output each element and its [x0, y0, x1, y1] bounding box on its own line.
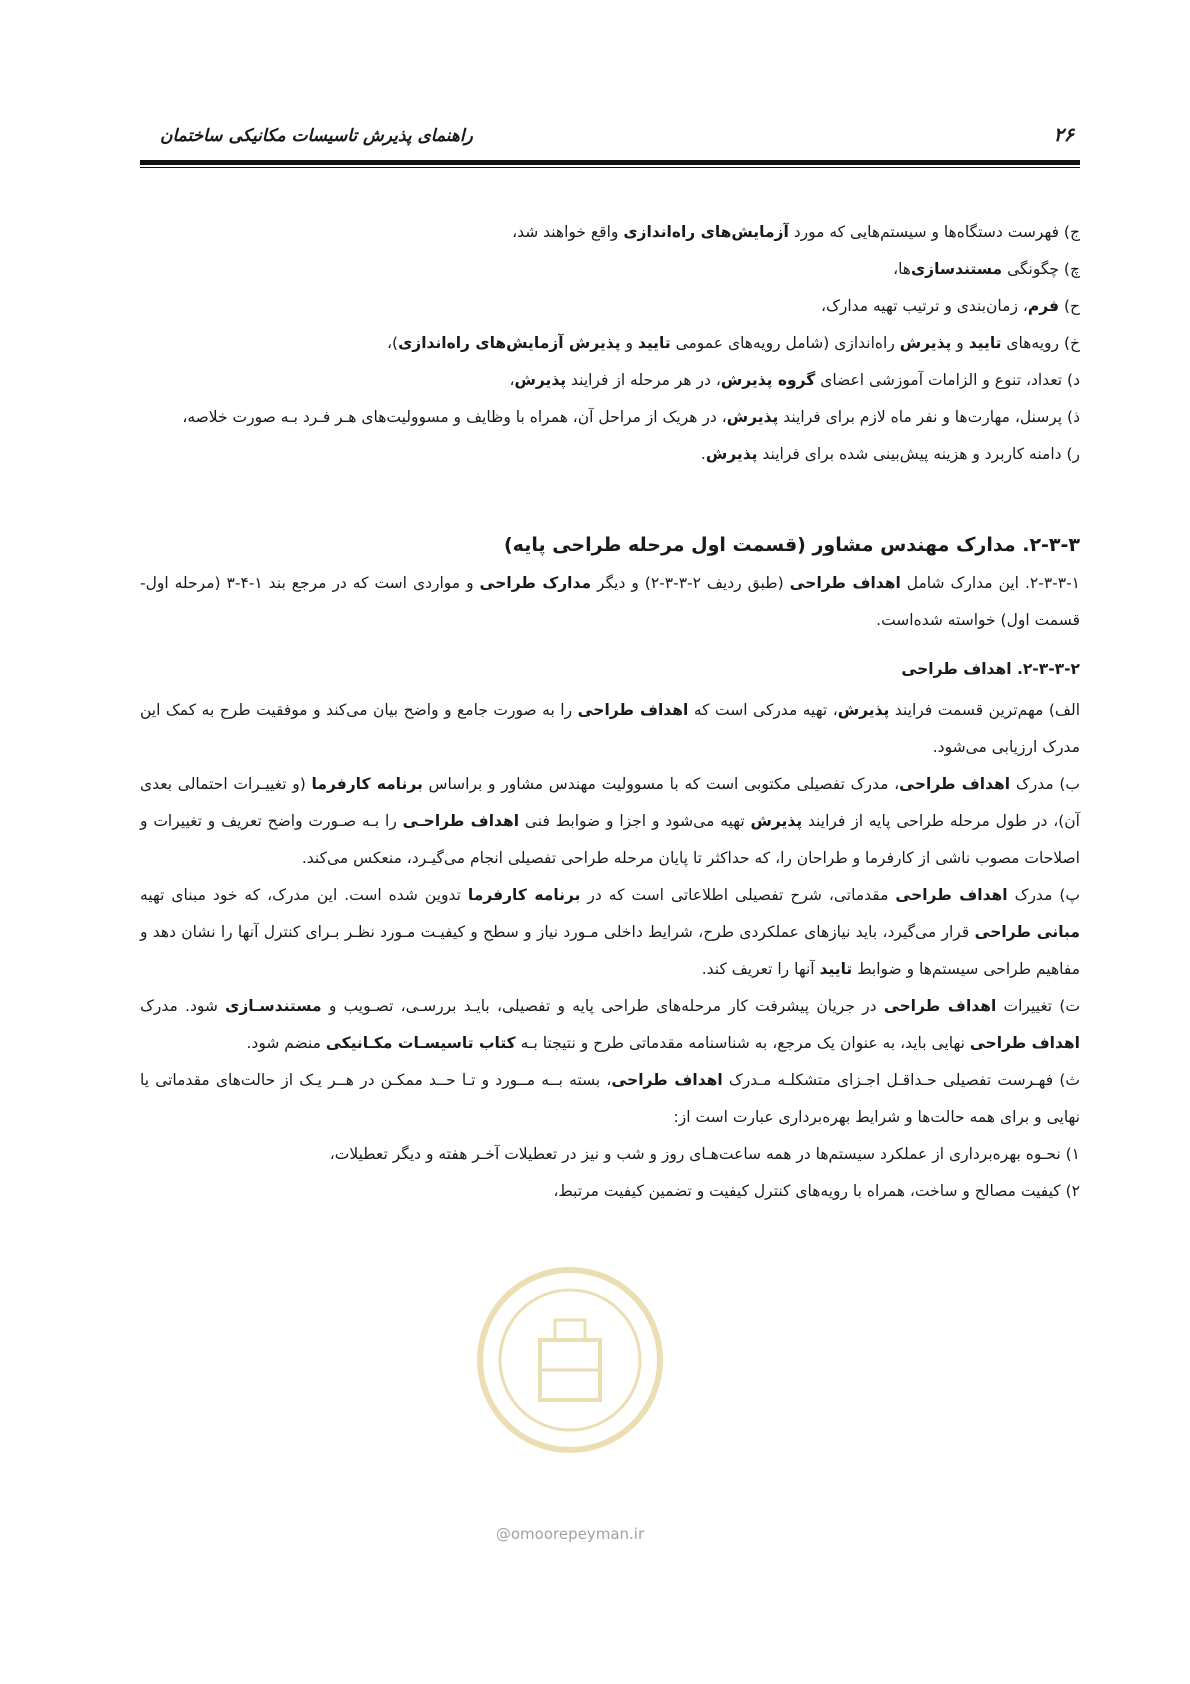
bold-term: اهداف طراحی: [895, 886, 1008, 904]
bold-term: پذیرش: [837, 701, 890, 719]
header-rule-thick: [140, 160, 1080, 165]
list-item: [140, 214, 1080, 251]
text-run: د) تعداد، تنوع و الزامات آموزشی اعضای: [815, 371, 1080, 389]
text-run: ، در هر مرحله از فرایند: [566, 371, 721, 389]
bold-term: مستندسـازی: [225, 997, 322, 1015]
subsection-heading: ۲-۳-۳-۲. اهداف طراحی: [901, 660, 1080, 678]
paragraph: [140, 1136, 1080, 1173]
bold-term: اهداف طراحی: [789, 574, 901, 592]
text-run: ۲) کیفیت مصالح و ساخت، همراه با رویه‌های کنترل کیفیت و تضمین کیفیت مرتبط،: [553, 1182, 1080, 1200]
bold-term: پذیرش: [750, 812, 803, 830]
text-run: واقع خواهند شد،: [512, 223, 624, 241]
header-rule-thin: [140, 167, 1080, 168]
text-run: شود. مدرک: [140, 997, 226, 1015]
bold-term: پذیرش آزمایش‌های راه‌اندازی: [398, 334, 621, 352]
text-run: و: [951, 334, 969, 352]
text-run: ت) تغییرات: [996, 997, 1081, 1015]
text-run: ج) فهرست دستگاه‌ها و سیستم‌هایی که مورد: [788, 223, 1080, 241]
bold-term: اهداف طراحی: [577, 701, 689, 719]
paragraph: [140, 877, 1080, 988]
text-run: در جریان پیشرفت کار مرحله‌های طراحی پایه و تفصیلی، بایـد بررسـی، تصـویب و: [321, 997, 884, 1015]
paragraph: [140, 692, 1080, 766]
text-run: تدوین شده است. این مدرک، که خود مبنای تهیه: [140, 886, 468, 904]
paragraph: [140, 988, 1080, 1062]
text-run: چ) چگونگی: [1002, 260, 1080, 278]
text-run: و: [620, 334, 638, 352]
text-run: ح): [1059, 297, 1080, 315]
text-run: ‌ها،: [893, 260, 911, 278]
text-run: (و تغییـرات احتمالی بعدی آن)، در طول مرحله طراحی پایه از فرایند: [140, 775, 1080, 830]
text-run: ، مدرک تفصیلی مکتوبی است که با مسوولیت مهندس مشاور و براساس: [422, 775, 900, 793]
text-run: را بـه صـورت واضح تعریف و تغییرات و اصلاحات مصوب ناشی از کارفرما و طراحان را، که حداکثر تا پایان مرحله طراحی تفصیلی انجام می‌گیـرد، منعکس می‌کند.: [140, 812, 1080, 867]
bold-term: مدارک طراحی: [479, 574, 592, 592]
text-run: ، زمان‌بندی و ترتیب تهیه مدارک،: [820, 297, 1028, 315]
section-heading: ۲-۳-۳. مدارک مهندس مشاور (قسمت اول مرحله طراحی پایه): [503, 534, 1080, 556]
bold-term: پذیرش: [705, 445, 758, 463]
design-goals-paragraphs: [140, 692, 1080, 1210]
text-run: ث) فهـرست تفصیلی حـداقـل اجـزای متشکلـه مـدرک: [722, 1071, 1081, 1089]
text-run: ذ) پرسنل، مهارت‌ها و نفر ماه لازم برای فرایند: [778, 408, 1080, 426]
bold-term: اهداف طراحی: [899, 775, 1011, 793]
requirements-list: [140, 214, 1080, 473]
text-run: آنها را تعریف کند.: [701, 960, 820, 978]
bold-term: پذیرش: [899, 334, 952, 352]
list-item: [140, 251, 1080, 288]
bold-term: اهداف طراحی: [969, 1034, 1080, 1052]
list-item: [140, 325, 1080, 362]
bold-term: برنامه کارفرما: [467, 886, 581, 904]
bold-term: اهداف طراحـی: [402, 812, 520, 830]
running-title: راهنمای پذیرش تاسیسات مکانیکی ساختمان: [160, 126, 473, 146]
text-run: (طبق ردیف ۲-۳-۳-۲) و دیگر: [591, 574, 790, 592]
bold-term: پذیرش: [514, 371, 567, 389]
watermark-logo: [470, 1250, 670, 1490]
text-run: ، تهیه مدرکی است که: [688, 701, 838, 719]
bold-term: گروه پذیرش: [720, 371, 816, 389]
text-run: ،: [509, 371, 515, 389]
bold-term: مبانی طراحی: [974, 923, 1080, 941]
text-run: ۱) نحـوه بهره‌برداری از عملکرد سیستم‌ها در همه ساعت‌هـای روز و شب و نیز در تعطیلات آخـر هفته و دیگر تعطیلات،: [329, 1145, 1080, 1163]
text-run: را به صورت جامع و واضح بیان می‌کند و موفقیت طرح به کمک این مدرک ارزیابی می‌شود.: [140, 701, 1080, 756]
paragraph: [140, 1173, 1080, 1210]
watermark-site: @omoorepeyman.ir: [495, 1525, 645, 1543]
page-number: ۲۶: [1053, 124, 1074, 146]
text-run: ، بسته بــه مــورد و تـا حــد ممکـن در هــر یـک از حالت‌های مقدماتی یا نهایی و برای همه حالت‌ها و شرایط بهره‌برداری عبارت است از:: [140, 1071, 1080, 1126]
text-run: .: [700, 445, 706, 463]
bold-term: تایید: [968, 334, 1002, 352]
text-run: ۲-۳-۳-۱. این مدارک شامل: [900, 574, 1080, 592]
bold-term: مستندسازی: [910, 260, 1003, 278]
list-item: [140, 288, 1080, 325]
text-run: نهایی باید، به عنوان یک مرجع، به شناسنامه مقدماتی طرح و نتیجتا بـه: [515, 1034, 970, 1052]
text-run: منضم شود.: [246, 1034, 326, 1052]
text-run: راه‌اندازی (شامل رویه‌های عمومی: [670, 334, 900, 352]
page-body: [140, 214, 1080, 1210]
bold-term: اهداف طراحی: [883, 997, 997, 1015]
text-run: ب) مدرک: [1010, 775, 1080, 793]
text-run: قرار می‌گیرد، باید نیازهای عملکردی طرح، شرایط داخلی مـورد نیاز و سطح و کیفیـت مـورد نظـر بـرای کنترل آنها را نشان دهد و مفاهیم طراحی سیستم‌ها و ضوابط: [140, 923, 1080, 978]
text-run: خ) رویه‌های: [1001, 334, 1080, 352]
text-run: و مواردی است که در مرجع بند ۱-۴-۳ (مرحله اول- قسمت اول) خواسته شده‌است.: [140, 574, 1080, 629]
bold-term: پذیرش: [726, 408, 779, 426]
text-run: )،: [387, 334, 399, 352]
text-run: تهیه می‌شود و اجزا و ضوابط فنی: [519, 812, 751, 830]
text-run: ، در هریک از مراحل آن، همراه با وظایف و مسوولیت‌های هـر فـرد بـه صورت خلاصه،: [182, 408, 727, 426]
list-item: [140, 436, 1080, 473]
paragraph: [140, 766, 1080, 877]
list-item: [140, 362, 1080, 399]
list-item: [140, 399, 1080, 436]
bold-term: تایید: [819, 960, 853, 978]
text-run: پ) مدرک: [1007, 886, 1080, 904]
text-run: الف) مهم‌ترین قسمت فرایند: [889, 701, 1081, 719]
text-run: ر) دامنه کاربرد و هزینه پیش‌بینی شده برای فرایند: [757, 445, 1080, 463]
bold-term: اهداف طراحی: [611, 1071, 723, 1089]
bold-term: فرم: [1027, 297, 1060, 315]
bold-term: تایید: [637, 334, 671, 352]
section-paragraph: [140, 565, 1080, 639]
page-header: [140, 120, 1080, 160]
bold-term: برنامه کارفرما: [311, 775, 423, 793]
text-run: مقدماتی، شرح تفصیلی اطلاعاتی است که در: [580, 886, 896, 904]
paragraph: [140, 1062, 1080, 1136]
bold-term: آزمایش‌های راه‌اندازی: [623, 223, 789, 241]
bold-term: کتاب تاسیسـات مکـانیکی: [325, 1034, 516, 1052]
